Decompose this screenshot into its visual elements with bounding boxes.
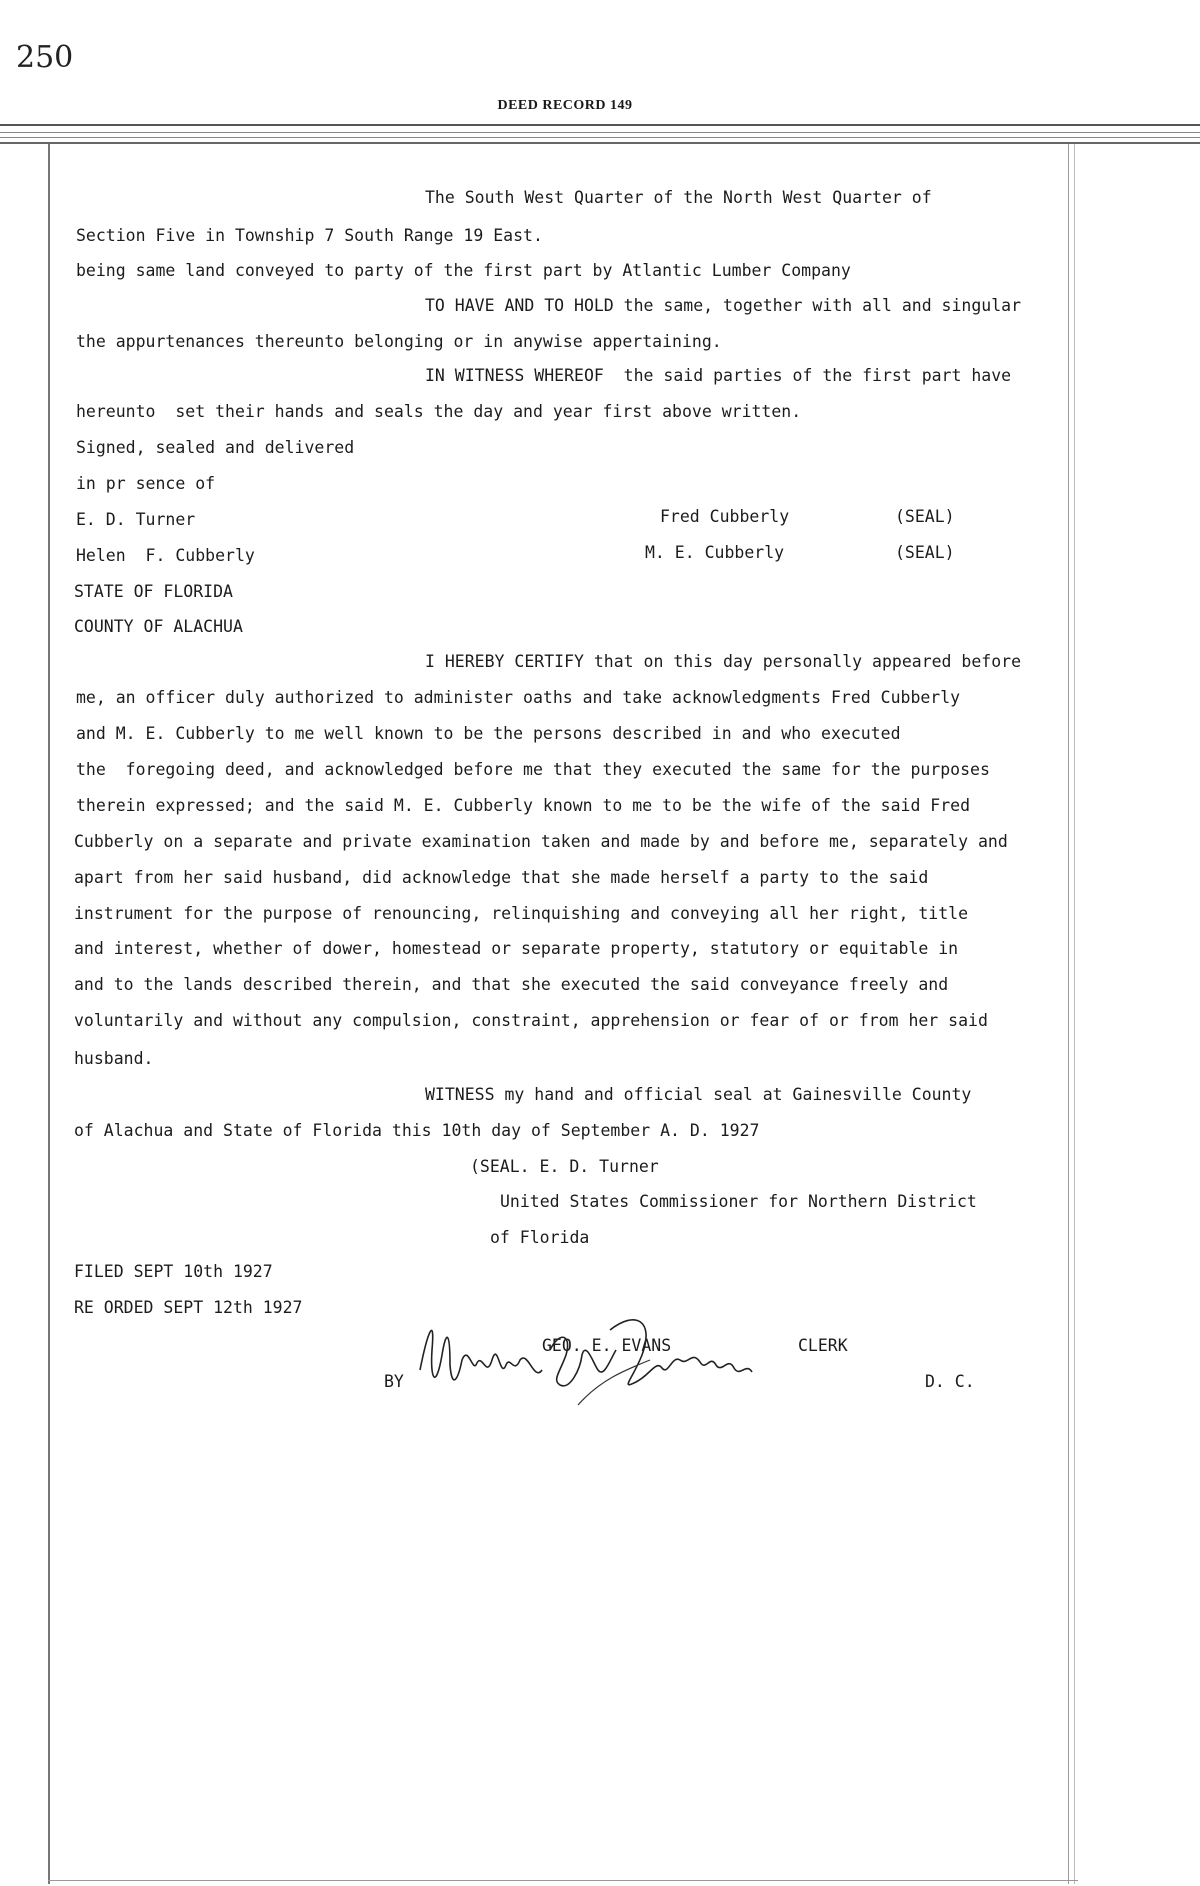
deed-line: Section Five in Township 7 South Range 19 East. <box>76 226 543 245</box>
grantor-name: M. E. Cubberly <box>645 543 785 562</box>
by-label: BY <box>384 1372 404 1391</box>
seal-label: (SEAL) <box>895 507 955 526</box>
ack-line: and M. E. Cubberly to me well known to be the persons described in and who executed <box>76 724 901 743</box>
ack-line: WITNESS my hand and official seal at Gainesville County <box>425 1085 972 1104</box>
header-rule <box>0 137 1200 138</box>
bottom-rule <box>48 1880 1078 1881</box>
ack-line: and interest, whether of dower, homestead or separate property, statutory or equitable in <box>74 939 959 958</box>
ack-line: apart from her said husband, did acknowledge that she made herself a party to the said <box>74 868 929 887</box>
deed-line: being same land conveyed to party of the first part by Atlantic Lumber Company <box>76 261 851 280</box>
seal-label: (SEAL) <box>895 543 955 562</box>
deed-line: Signed, sealed and delivered <box>76 438 355 457</box>
grantor-name: Fred Cubberly <box>660 507 790 526</box>
deputy-clerk-label: D. C. <box>925 1372 975 1391</box>
deed-line: TO HAVE AND TO HOLD the same, together with all and singular <box>425 296 1022 315</box>
handwritten-signature <box>410 1310 770 1420</box>
deed-line: hereunto set their hands and seals the day and year first above written. <box>76 402 802 421</box>
left-margin-line <box>48 144 50 1884</box>
deed-line: the appurtenances thereunto belonging or in anywise appertaining. <box>76 332 722 351</box>
right-margin-line <box>1068 144 1069 1884</box>
commissioner-title: United States Commissioner for Northern District <box>500 1192 977 1211</box>
clerk-title: CLERK <box>798 1336 848 1355</box>
recorded-date: RE ORDED SEPT 12th 1927 <box>74 1298 303 1317</box>
ack-line: husband. <box>74 1049 154 1068</box>
header-rule <box>0 142 1200 144</box>
witness-name: Helen F. Cubberly <box>76 546 255 565</box>
ack-line: the foregoing deed, and acknowledged before me that they executed the same for the purposes <box>76 760 990 779</box>
filed-date: FILED SEPT 10th 1927 <box>74 1262 273 1281</box>
clerk-name: GEO. E. EVANS <box>542 1336 672 1355</box>
ack-line: I HEREBY CERTIFY that on this day personally appeared before <box>425 652 1022 671</box>
ack-line: instrument for the purpose of renouncing, relinquishing and conveying all her right, title <box>74 904 969 923</box>
deed-line: The South West Quarter of the North West Quarter of <box>425 188 932 207</box>
record-title: DEED RECORD 149 <box>497 98 633 113</box>
right-margin-line <box>1074 144 1075 1884</box>
commissioner-title: of Florida <box>490 1228 590 1247</box>
state-heading: STATE OF FLORIDA <box>74 582 233 601</box>
ack-line: me, an officer duly authorized to administer oaths and take acknowledgments Fred Cubberly <box>76 688 961 707</box>
ack-line: voluntarily and without any compulsion, constraint, apprehension or fear of or from her said <box>74 1011 988 1030</box>
county-heading: COUNTY OF ALACHUA <box>74 617 243 636</box>
ack-line: and to the lands described therein, and that she executed the said conveyance freely and <box>74 975 949 994</box>
ack-line: Cubberly on a separate and private examination taken and made by and before me, separately and <box>74 832 1008 851</box>
deed-line: in pr sence of <box>76 474 216 493</box>
ack-line: of Alachua and State of Florida this 10th day of September A. D. 1927 <box>74 1121 760 1140</box>
page-number: 250 <box>16 40 74 75</box>
witness-name: E. D. Turner <box>76 510 196 529</box>
ack-line: therein expressed; and the said M. E. Cubberly known to me to be the wife of the said Fred <box>76 796 971 815</box>
deed-line: IN WITNESS WHEREOF the said parties of the first part have <box>425 366 1012 385</box>
commissioner-name: (SEAL. E. D. Turner <box>470 1157 659 1176</box>
header-rule <box>0 124 1200 126</box>
header-rule <box>0 132 1200 133</box>
